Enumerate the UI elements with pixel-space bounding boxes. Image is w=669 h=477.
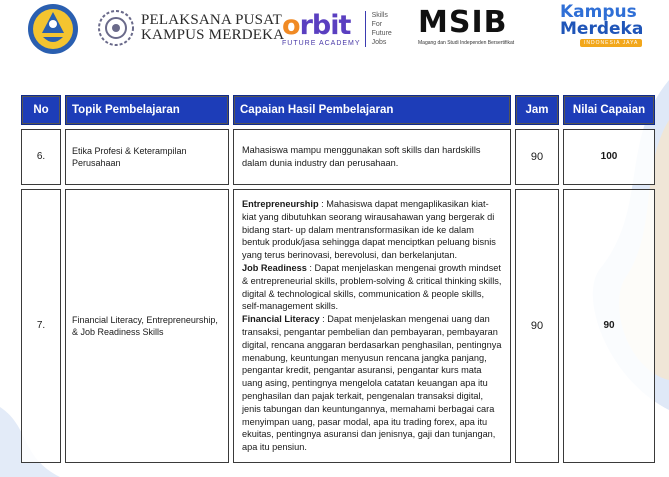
- header-jam: Jam: [515, 95, 559, 125]
- kampus-line1: Kampus: [560, 2, 637, 22]
- msib-sub: Magang dan Studi Independen Bersertifikat: [418, 40, 515, 46]
- row-capaian: [233, 189, 511, 463]
- kampus-badge: INDONESIA JAYA: [580, 39, 642, 47]
- kampus-merdeka-logo: [560, 4, 643, 47]
- orbit-skills-3: Future: [371, 30, 392, 37]
- row-capaian: Mahasiswa mampu menggunakan soft skills dan hardskills dalam dunia industry dan perusahaan.: [233, 129, 511, 185]
- learning-outcomes-table: [17, 91, 659, 467]
- row-nilai: 90: [563, 189, 655, 463]
- row-jam: 90: [515, 189, 559, 463]
- tut-wuri-handayani-logo: [26, 3, 80, 55]
- orbit-skills-4: Jobs: [371, 39, 387, 46]
- row-no: 7.: [21, 189, 61, 463]
- section-title-financial-literacy: Financial Literacy: [242, 314, 320, 325]
- kampus-merdeka-emblem-icon: [97, 9, 135, 47]
- row-no: 6.: [21, 129, 61, 185]
- orbit-sub: FUTURE ACADEMY: [282, 39, 361, 47]
- logo-header: [0, 0, 669, 60]
- table-row: [21, 189, 655, 463]
- orbit-wordmark-rest: rbit: [299, 9, 351, 41]
- orbit-skills-2: For: [371, 21, 383, 28]
- section-title-job-readiness: Job Readiness: [242, 262, 307, 273]
- pelaksana-pusat-logo: [97, 8, 284, 48]
- row-nilai: 100: [563, 129, 655, 185]
- kampus-line2: Merdeka: [560, 19, 644, 39]
- msib-logo: [418, 5, 515, 52]
- section-text-financial-literacy: : Dapat menjelaskan mengenai uang dan transaksi, pengantar pembelian dan pembayaran, pembayaran digital, rencana anggaran berdasarkan penghasilan, pentingnya menabung, keuntungan menyusun rencana jangka panjang, pengantar kredit, pengantar asuransi, pengantar kurs mata uang asing, pentingnya mengelola catatan keuangan apa itu penghasilan dan pajak terkait, pengenalan transaksi digital, jenis tabungan dan keuntungannya, memahami berbagai cara menyimpan uang, pasar modal, apa itu trading forex, apa itu ekuitas, pentingnya asuransi dan jenisnya, gaji dan tunjangan, apa itu pensiun.: [242, 314, 502, 453]
- pelaksana-line2: KAMPUS MERDEKA: [141, 27, 285, 43]
- table-header-row: [21, 95, 655, 125]
- orbit-future-academy-logo: [282, 6, 392, 52]
- section-text-entrepreneurship: : Mahasiswa dapat mengaplikasikan kiat-kiat yang dibutuhkan seorang wirausahawan yang bergerak di bidang start- up dalam mentransformasikan ide ke dalam bentuk produk/jasa sehingga dapat menciptkan peluang bisnis yang terus berinovasi, berevolusi, dan berkelanjutan.: [242, 199, 496, 261]
- header-topik: Topik Pembelajaran: [65, 95, 229, 125]
- section-text-job-readiness: : Dapat menjelaskan mengenai growth mindset & entrepreneurial skills, problem-solving & critical thinking skills, digital & technological skills, communication & people skills, self-management skills.: [242, 262, 502, 312]
- orbit-wordmark: orbit: [282, 9, 351, 41]
- header-capaian: Capaian Hasil Pembelajaran: [233, 95, 511, 125]
- row-topik: Etika Profesi & Keterampilan Perusahaan: [65, 129, 229, 185]
- row-topik: Financial Literacy, Entrepreneurship, & Job Readiness Skills: [65, 189, 229, 463]
- header-no: No: [21, 95, 61, 125]
- row-jam: 90: [515, 129, 559, 185]
- orbit-skills-text: [372, 11, 392, 47]
- pelaksana-line1: PELAKSANA PUSAT: [141, 12, 282, 28]
- orbit-skills-1: Skills: [371, 12, 388, 19]
- msib-wordmark: MSIB: [418, 5, 508, 40]
- header-nilai: Nilai Capaian: [563, 95, 655, 125]
- table-row: [21, 129, 655, 185]
- section-title-entrepreneurship: Entrepreneurship: [242, 199, 319, 209]
